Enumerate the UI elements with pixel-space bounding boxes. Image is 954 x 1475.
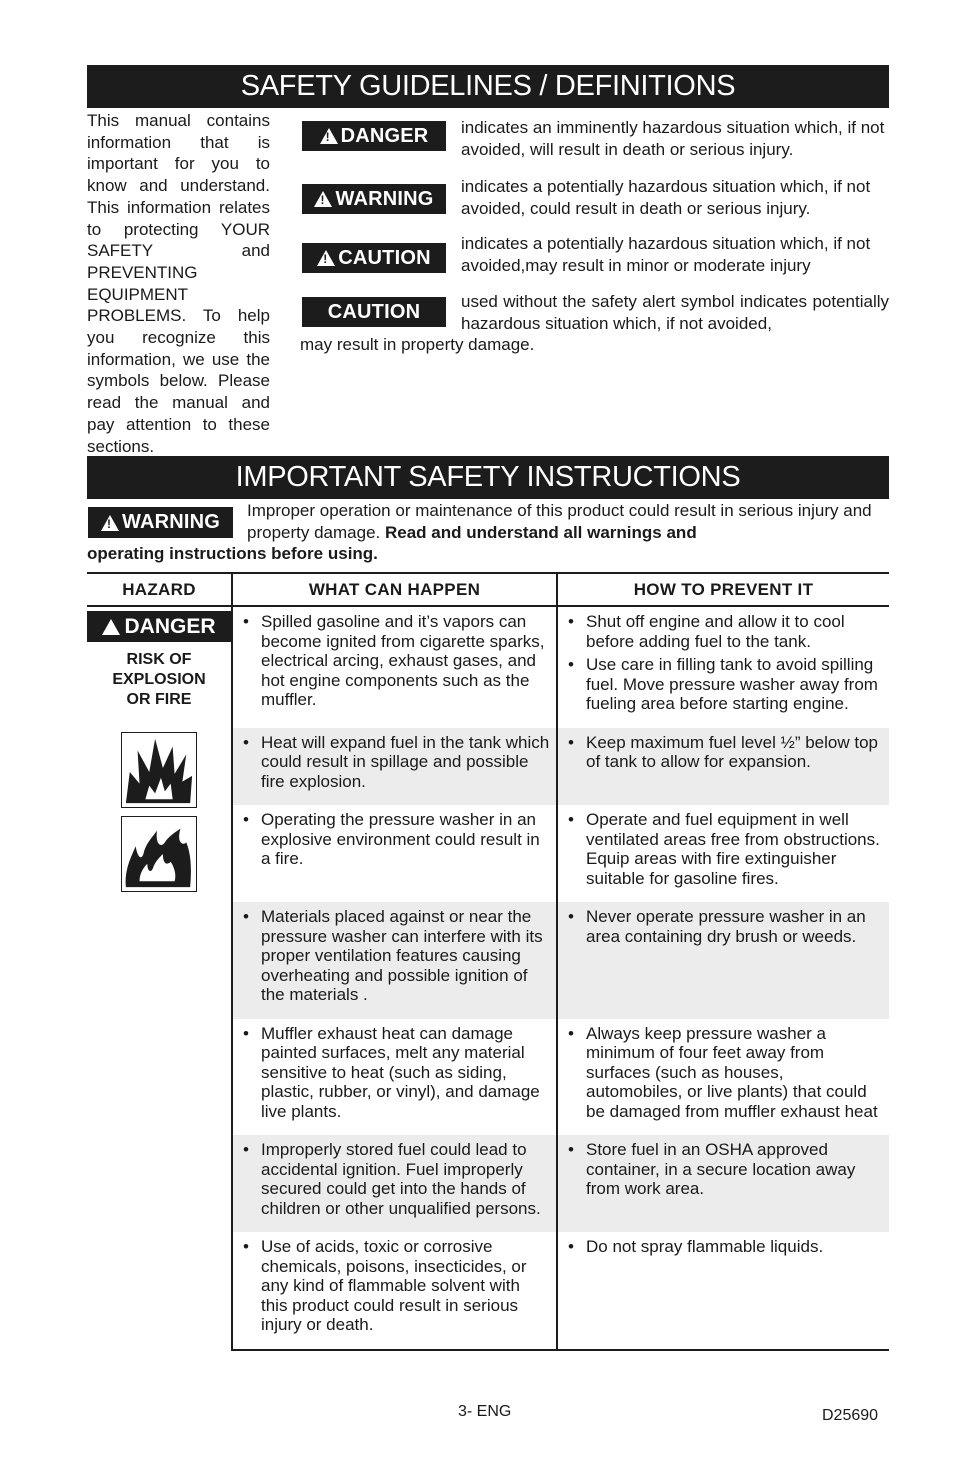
warning-text: Improper operation or maintenance of this product could result in serious injury and property damage. Read and understand all warnings and: [247, 501, 872, 542]
warning-signal-label: ! WARNING: [302, 184, 446, 214]
warning-definition: indicates a potentially hazardous situation which, if not avoided, could result in death or serious injury.: [461, 177, 871, 218]
how-to-prevent-cell: [557, 902, 889, 1019]
fire-icon: [121, 816, 197, 892]
list-item: • Never operate pressure washer in an area containing dry brush or weeds.: [564, 907, 883, 946]
warning-text-bold: operating instructions before using.: [87, 544, 378, 563]
how-to-prevent-cell: [557, 805, 889, 902]
list-item: • Shut off engine and allow it to cool before adding fuel to the tank.: [564, 612, 883, 651]
danger-signal-label: DANGER: [87, 611, 231, 642]
alert-triangle-icon: [102, 619, 120, 635]
intro-text: This manual contains information that is important for you to know and understand. This information relates to protecting YOUR SAFETY and PREVENTING EQUIPMENT PROBLEMS. To help you recognize this information, we use the symbols below. Please read the manual and pay attention to these sections.: [87, 111, 270, 456]
hazard-table: [87, 572, 889, 1351]
alert-triangle-icon: [101, 515, 119, 531]
alert-triangle-icon: [314, 191, 332, 207]
what-can-happen-cell: [232, 1232, 557, 1350]
list-item: • Muffler exhaust heat can damage painted surfaces, melt any material sensitive to heat (such as siding, plastic, rubber, or vinyl), and damage live plants.: [239, 1024, 550, 1122]
list-item: • Operate and fuel equipment in well ventilated areas free from obstructions. Equip areas with fire extinguisher suitable for gasoline fires.: [564, 810, 883, 888]
page-number: 3- ENG: [458, 1403, 512, 1420]
hazard-label: RISK OF EXPLOSION OR FIRE: [112, 651, 206, 708]
what-can-happen-cell: [232, 805, 557, 902]
what-can-happen-cell: [232, 606, 557, 728]
what-can-happen-cell: [232, 1135, 557, 1232]
how-to-prevent-cell: [557, 1135, 889, 1232]
header-what-can-happen: WHAT CAN HAPPEN: [232, 573, 557, 606]
alert-triangle-icon: [317, 250, 335, 266]
section-title-safety-guidelines: SAFETY GUIDELINES / DEFINITIONS: [87, 65, 889, 108]
list-item: • Heat will expand fuel in the tank which could result in spillage and possible fire explosion.: [239, 733, 550, 792]
list-item: • Store fuel in an OSHA approved container, in a secure location away from work area.: [564, 1140, 883, 1199]
explosion-icon: [121, 732, 197, 808]
list-item: • Use of acids, toxic or corrosive chemicals, poisons, insecticides, or any kind of flammable solvent with this product could result in serious injury or death.: [239, 1237, 550, 1335]
caution-plain-signal-label: CAUTION: [302, 297, 446, 327]
danger-signal-label: ! DANGER: [302, 121, 446, 151]
caution-plain-definition: used without the safety alert symbol indicates potentially hazardous situation which, if not avoided,: [461, 292, 889, 333]
how-to-prevent-cell: [557, 606, 889, 728]
header-how-to-prevent: HOW TO PREVENT IT: [557, 573, 889, 606]
list-item: • Improperly stored fuel could lead to accidental ignition. Fuel improperly secured could get into the hands of children or other unqualified persons.: [239, 1140, 550, 1218]
what-can-happen-cell: [232, 902, 557, 1019]
hazard-cell: [87, 606, 232, 1350]
caution-definition: indicates a potentially hazardous situation which, if not avoided,may result in minor or moderate injury: [461, 234, 871, 275]
how-to-prevent-cell: [557, 1019, 889, 1136]
how-to-prevent-cell: [557, 728, 889, 806]
list-item: • Spilled gasoline and it’s vapors can become ignited from cigarette sparks, electrical arcing, exhaust gases, and hot engine components such as the muffler.: [239, 612, 550, 710]
caution-signal-label: ! CAUTION: [302, 243, 446, 273]
how-to-prevent-cell: [557, 1232, 889, 1350]
warning-signal-label-2: ! WARNING: [88, 507, 233, 538]
list-item: • Always keep pressure washer a minimum of four feet away from surfaces (such as houses, automobiles, or live plants) that could be damaged from muffler exhaust heat: [564, 1024, 883, 1122]
what-can-happen-cell: [232, 728, 557, 806]
list-item: • Keep maximum fuel level ½” below top of tank to allow for expansion.: [564, 733, 883, 772]
caution-plain-definition-cont: may result in property damage.: [300, 335, 535, 354]
what-can-happen-cell: [232, 1019, 557, 1136]
list-item: • Use care in filling tank to avoid spilling fuel. Move pressure washer away from fueling area before starting engine.: [564, 655, 883, 714]
list-item: • Do not spray flammable liquids.: [564, 1237, 883, 1257]
list-item: • Materials placed against or near the pressure washer can interfere with its proper ventilation features causing overheating and possible ignition of the materials .: [239, 907, 550, 1005]
header-hazard: HAZARD: [87, 573, 232, 606]
table-row: [87, 606, 889, 728]
list-item: • Operating the pressure washer in an explosive environment could result in a fire.: [239, 810, 550, 869]
section-title-important-safety: IMPORTANT SAFETY INSTRUCTIONS: [87, 456, 889, 499]
alert-triangle-icon: [320, 128, 338, 144]
danger-definition: indicates an imminently hazardous situation which, if not avoided, will result in death or serious injury.: [461, 118, 885, 159]
document-code: D25690: [822, 1407, 879, 1424]
